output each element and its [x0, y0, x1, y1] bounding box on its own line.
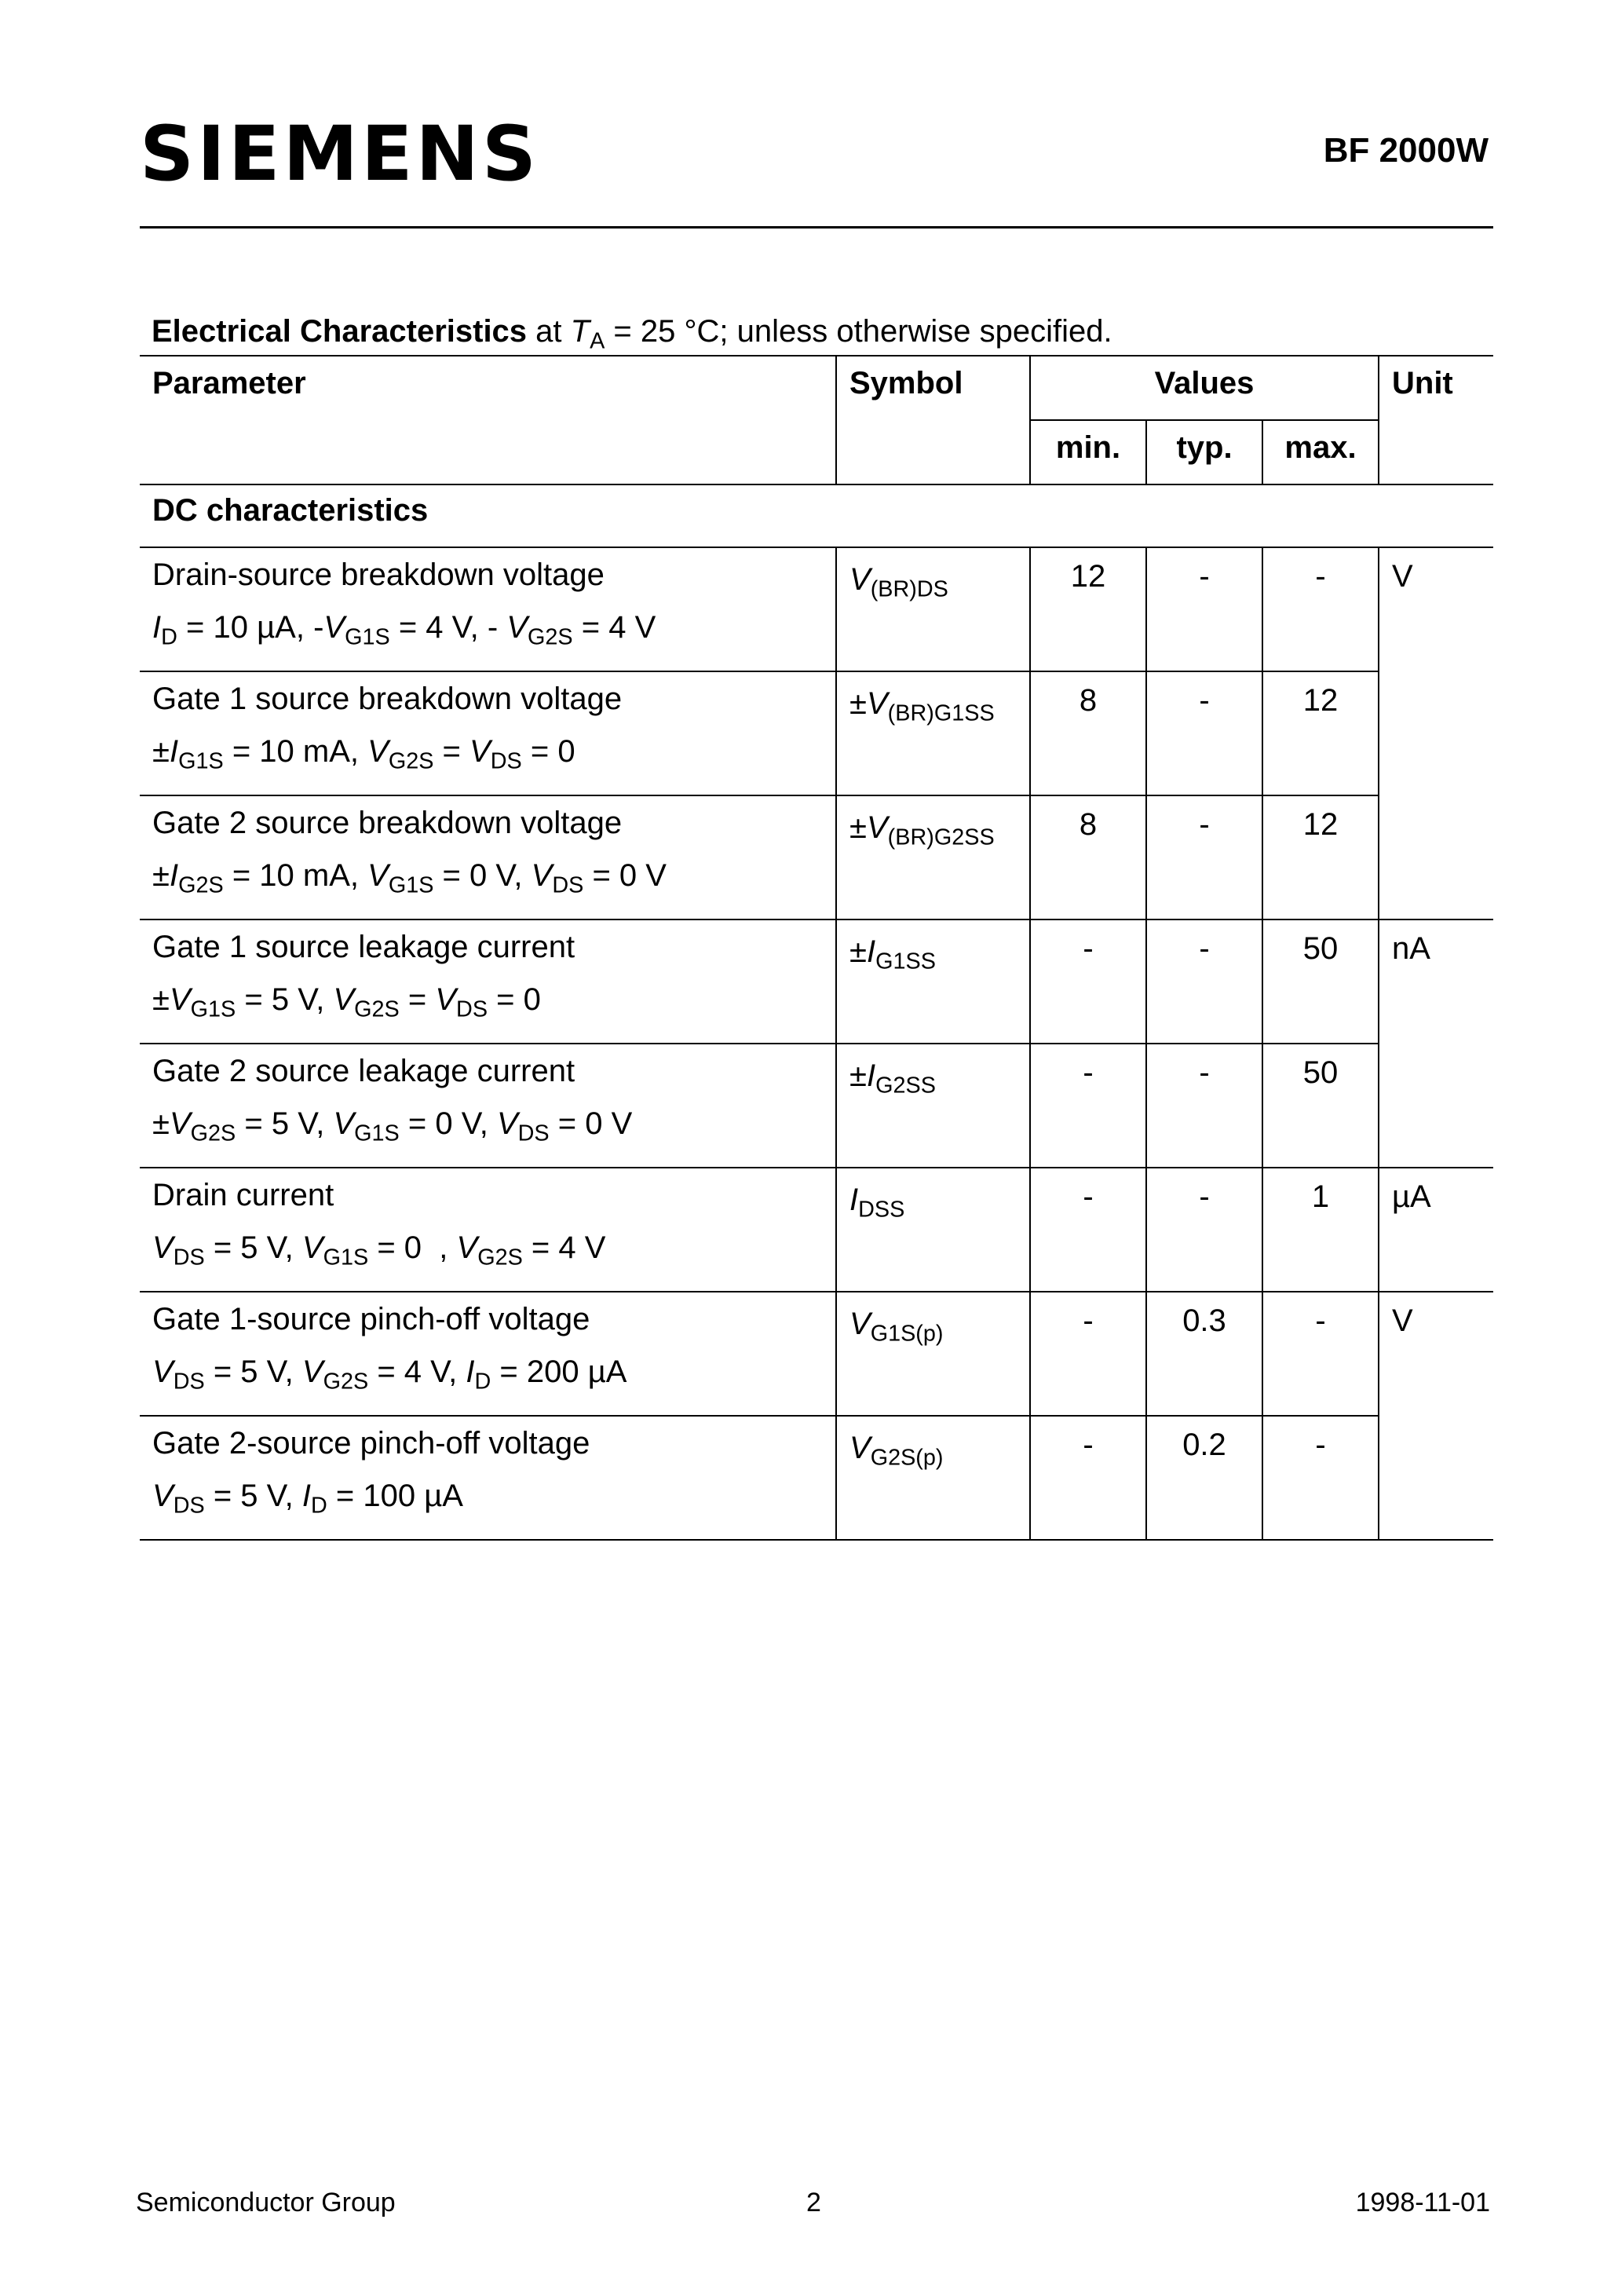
- table-row-param: [140, 547, 836, 671]
- table-row-param: [140, 1292, 836, 1416]
- electrical-characteristics-table: [140, 355, 1493, 1541]
- header-rule: [140, 226, 1493, 229]
- section-heading: [152, 313, 1112, 354]
- value-max: -: [1262, 1292, 1379, 1416]
- value-min: 12: [1030, 547, 1146, 671]
- param-conditions: $\pm V_{G2S} = 5$ V, $V_{G1S} = 0$ V, $V_{DS} = 0$ V: [152, 1106, 633, 1146]
- param-conditions: $I_D = 10$ µA, $-V_{G1S} = 4$ V, - $V_{G2S} = 4$ V: [152, 610, 656, 650]
- value-typ: -: [1146, 1168, 1262, 1292]
- symbol: $V_{G1S(p)}$: [836, 1292, 1030, 1416]
- symbol: $V_{(BR)DS}$: [836, 547, 1030, 671]
- table-row-param: [140, 919, 836, 1044]
- value-min: -: [1030, 1168, 1146, 1292]
- header-max: max.: [1262, 420, 1379, 484]
- value-typ: 0.2: [1146, 1416, 1262, 1540]
- header-symbol: Symbol: [836, 356, 1030, 484]
- param-name: Gate 2 source leakage current: [152, 1054, 575, 1088]
- footer-page-number: 2: [806, 2188, 821, 2217]
- heading-conditions: = 25 °C; unless otherwise specified.: [605, 314, 1112, 349]
- value-max: 12: [1262, 671, 1379, 795]
- value-max: 1: [1262, 1168, 1379, 1292]
- param-name: Gate 1-source pinch-off voltage: [152, 1302, 590, 1336]
- param-conditions: $\pm V_{G1S} = 5$ V, $V_{G2S} = V_{DS} = 0$: [152, 982, 541, 1022]
- unit: nA: [1379, 919, 1493, 1168]
- symbol: $V_{G2S(p)}$: [836, 1416, 1030, 1540]
- value-max: 12: [1262, 795, 1379, 919]
- header-min: min.: [1030, 420, 1146, 484]
- value-min: -: [1030, 1416, 1146, 1540]
- value-min: 8: [1030, 795, 1146, 919]
- symbol: $I_{DSS}$: [836, 1168, 1030, 1292]
- param-name: Gate 2-source pinch-off voltage: [152, 1426, 590, 1461]
- header-unit: Unit: [1379, 356, 1493, 484]
- header-typ: typ.: [1146, 420, 1262, 484]
- param-conditions: $\pm I_{G1S} = 10$ mA, $V_{G2S} = V_{DS} = 0$: [152, 734, 575, 774]
- table-row-param: [140, 1416, 836, 1540]
- table-row-param: [140, 1168, 836, 1292]
- symbol: $\pm V_{(BR)G1SS}$: [836, 671, 1030, 795]
- value-min: -: [1030, 919, 1146, 1044]
- footer-company: Semiconductor Group: [136, 2188, 396, 2217]
- value-typ: -: [1146, 1044, 1262, 1168]
- value-max: 50: [1262, 1044, 1379, 1168]
- header-values: Values: [1030, 356, 1379, 420]
- param-name: Gate 1 source leakage current: [152, 930, 575, 964]
- value-max: 50: [1262, 919, 1379, 1044]
- value-typ: -: [1146, 547, 1262, 671]
- heading-ta-var: T: [570, 314, 590, 349]
- header-parameter: Parameter: [140, 356, 836, 484]
- heading-at: at: [527, 314, 571, 349]
- value-typ: 0.3: [1146, 1292, 1262, 1416]
- unit: µA: [1379, 1168, 1493, 1292]
- section-dc: DC characteristics: [140, 484, 1493, 547]
- param-conditions: $V_{DS} = 5$ V, $I_D = 100$ µA: [152, 1479, 463, 1519]
- param-conditions: $\pm I_{G2S} = 10$ mA, $V_{G1S} = 0$ V, $V_{DS} = 0$ V: [152, 858, 667, 898]
- footer-date: 1998-11-01: [1355, 2188, 1490, 2217]
- value-typ: -: [1146, 795, 1262, 919]
- param-name: Gate 1 source breakdown voltage: [152, 682, 623, 716]
- table-row-param: [140, 795, 836, 919]
- table-row-param: [140, 1044, 836, 1168]
- value-min: -: [1030, 1292, 1146, 1416]
- part-number: BF 2000W: [1323, 131, 1489, 170]
- param-name: Gate 2 source breakdown voltage: [152, 806, 623, 840]
- param-name: Drain-source breakdown voltage: [152, 558, 605, 592]
- param-conditions: $V_{DS} = 5$ V, $V_{G2S} = 4$ V, $I_D = 200$ µA: [152, 1355, 627, 1395]
- symbol: $\pm I_{G2SS}$: [836, 1044, 1030, 1168]
- value-typ: -: [1146, 919, 1262, 1044]
- value-max: -: [1262, 547, 1379, 671]
- param-conditions: $V_{DS} = 5$ V, $V_{G1S} = 0$ , $V_{G2S} = 4$ V: [152, 1230, 606, 1270]
- value-max: -: [1262, 1416, 1379, 1540]
- table-row-param: [140, 671, 836, 795]
- heading-ta-sub: A: [590, 328, 605, 354]
- unit: V: [1379, 547, 1493, 919]
- value-min: 8: [1030, 671, 1146, 795]
- unit: V: [1379, 1292, 1493, 1540]
- param-name: Drain current: [152, 1178, 334, 1212]
- siemens-logo: SIEMENS: [140, 110, 540, 198]
- heading-bold: Electrical Characteristics: [152, 314, 528, 349]
- value-min: -: [1030, 1044, 1146, 1168]
- value-typ: -: [1146, 671, 1262, 795]
- symbol: $\pm I_{G1SS}$: [836, 919, 1030, 1044]
- symbol: $\pm V_{(BR)G2SS}$: [836, 795, 1030, 919]
